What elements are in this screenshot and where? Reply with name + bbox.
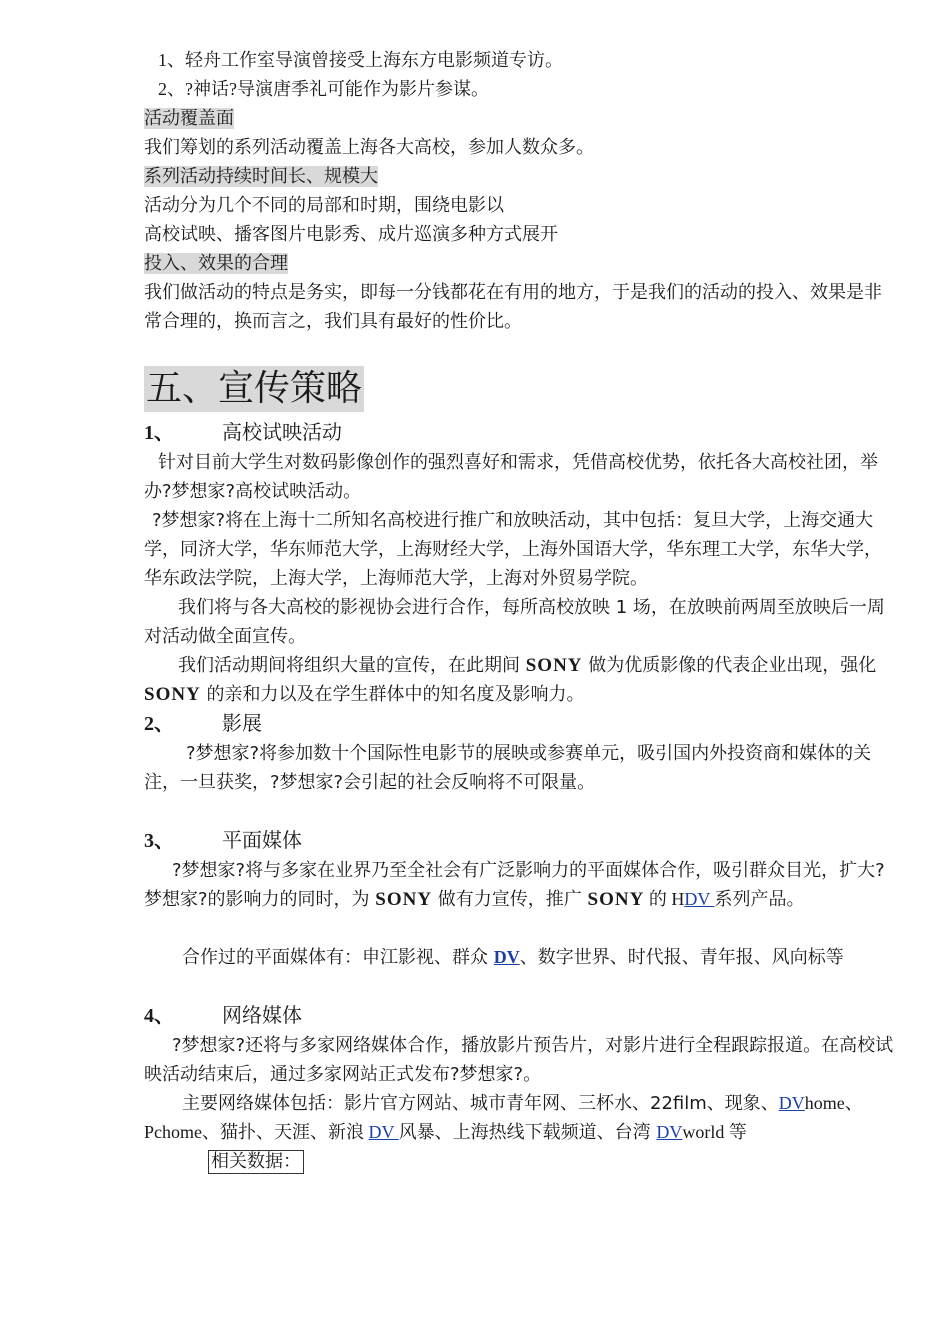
section-2-number: 2、 bbox=[144, 713, 174, 735]
sony-brand-1: SONY bbox=[525, 655, 583, 676]
section-4-para-2-e: 风暴、上海热线下载频道、台湾 bbox=[398, 1122, 657, 1143]
section-4-heading bbox=[144, 1001, 894, 1031]
section-3-para-2-a: 合作过的平面媒体有：申江影视、群众 bbox=[182, 947, 494, 968]
section-1-para-4 bbox=[144, 651, 894, 709]
section-4-para-2-a: 主要网络媒体包括：影片官方网站、城市青年网、三杯水、22film、现象、 bbox=[182, 1093, 779, 1114]
section-4-para-1: ?梦想家?还将与多家网络媒体合作，播放影片预告片，对影片进行全程跟踪报道。在高校试映活动结束后，通过多家网站正式发布?梦想家?。 bbox=[144, 1035, 894, 1085]
sony-brand-4: SONY bbox=[587, 889, 645, 910]
section-2-heading bbox=[144, 709, 894, 739]
section-2-para-1: ?梦想家?将参加数十个国际性电影节的展映或参赛单元，吸引国内外投资商和媒体的关注，一旦获奖，?梦想家?会引起的社会反响将不可限量。 bbox=[144, 743, 872, 793]
strategy-title: 五、宣传策略 bbox=[144, 366, 364, 412]
section-1-para-2: ?梦想家?将在上海十二所知名高校进行推广和放映活动，其中包括：复旦大学，上海交通大学，同济大学，华东师范大学，上海财经大学，上海外国语大学，华东理工大学，东华大学，华东政法学院，上海大学，上海师范大学，上海对外贸易学院。 bbox=[144, 510, 882, 589]
section-1-para-4-b: 做为优质影像的代表企业出现，强化 bbox=[582, 655, 877, 676]
section-3-para-1 bbox=[144, 856, 894, 914]
section-1-para-3: 我们将与各大高校的影视协会进行合作，每所高校放映 1 场，在放映前两周至放映后一周对活动做全面宣传。 bbox=[144, 597, 885, 647]
sony-brand-3: SONY bbox=[375, 889, 433, 910]
section-1-number: 1、 bbox=[144, 422, 174, 444]
section-4-para-2-g: world 等 bbox=[682, 1122, 747, 1142]
related-data-label: 相关数据： bbox=[208, 1150, 304, 1174]
document-page bbox=[144, 46, 894, 1176]
section-3-number: 3、 bbox=[144, 830, 174, 852]
section-4-para-2-c: home、Pchome、猫扑、天涯、新浪 bbox=[144, 1093, 863, 1142]
roi-heading: 投入、效果的合理 bbox=[144, 253, 288, 274]
section-3-para-1-c: 的 H bbox=[644, 889, 685, 909]
section-3-para-1-a: ?梦想家?将与多家在业界乃至全社会有广泛影响力的平面媒体合作，吸引群众目光，扩大?梦想家?的影响力的同时，为 bbox=[144, 860, 885, 910]
hdv-link[interactable]: DV bbox=[684, 889, 715, 909]
coverage-text: 我们筹划的系列活动覆盖上海各大高校，参加人数众多。 bbox=[144, 137, 594, 158]
taiwan-dv-link[interactable]: DV bbox=[656, 1122, 683, 1142]
section-3-para-1-b: 做有力宣传，推广 bbox=[432, 889, 588, 910]
section-2-title: 影展 bbox=[222, 711, 262, 735]
section-1-heading bbox=[144, 418, 894, 448]
section-3-para-2 bbox=[144, 943, 894, 972]
section-1-para-4-a: 我们活动期间将组织大量的宣传，在此期间 bbox=[178, 655, 526, 676]
sony-brand-2: SONY bbox=[144, 684, 201, 705]
section-4-number: 4、 bbox=[144, 1005, 174, 1027]
section-3-title: 平面媒体 bbox=[222, 828, 302, 852]
duration-line-1: 活动分为几个不同的局部和时期，围绕电影以 bbox=[144, 195, 504, 216]
qunzhong-dv-link[interactable]: DV bbox=[493, 947, 520, 967]
section-4-para-2 bbox=[144, 1089, 894, 1147]
roi-text: 我们做活动的特点是务实，即每一分钱都花在有用的地方，于是我们的活动的投入、效果是非常合理的，换而言之，我们具有最好的性价比。 bbox=[144, 282, 882, 332]
section-3-para-1-e: 系列产品。 bbox=[714, 889, 805, 910]
section-3-para-2-c: 、数字世界、时代报、青年报、风向标等 bbox=[519, 947, 844, 968]
duration-line-2: 高校试映、播客图片电影秀、成片巡演多种方式展开 bbox=[144, 224, 558, 245]
duration-heading: 系列活动持续时间长、规模大 bbox=[144, 166, 378, 187]
section-4-title: 网络媒体 bbox=[222, 1003, 302, 1027]
section-1-para-1: 针对目前大学生对数码影像创作的强烈喜好和需求，凭借高校优势，依托各大高校社团，举办?梦想家?高校试映活动。 bbox=[144, 452, 878, 502]
coverage-heading: 活动覆盖面 bbox=[144, 108, 234, 129]
section-3-heading bbox=[144, 826, 894, 856]
intro-line-2: 2、?神话?导演唐季礼可能作为影片参谋。 bbox=[158, 79, 489, 99]
section-1-title: 高校试映活动 bbox=[222, 420, 342, 444]
intro-line-1: 1、轻舟工作室导演曾接受上海东方电影频道专访。 bbox=[158, 50, 563, 70]
sina-dv-link[interactable]: DV bbox=[368, 1122, 399, 1142]
dvhome-link[interactable]: DV bbox=[778, 1093, 805, 1113]
section-1-para-4-c: 的亲和力以及在学生群体中的知名度及影响力。 bbox=[200, 684, 585, 705]
